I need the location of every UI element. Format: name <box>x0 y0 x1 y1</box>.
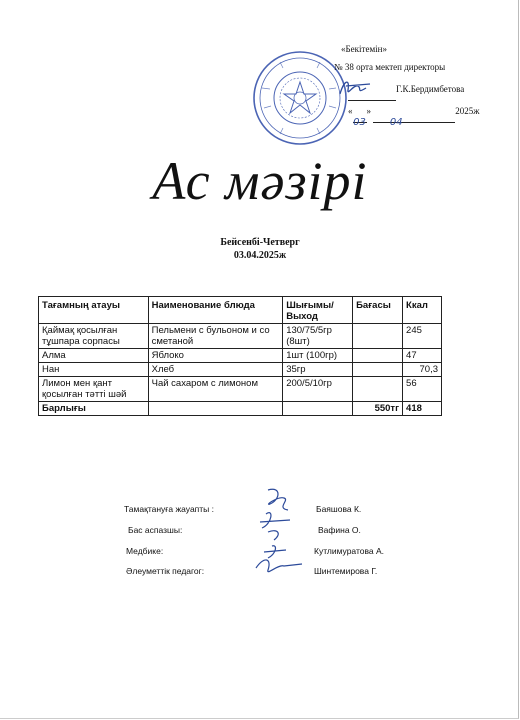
column-header: Тағамның атауы <box>39 297 149 324</box>
dish-price <box>353 377 403 402</box>
signature-name: Шинтемирова Г. <box>314 566 378 576</box>
dish-name-ru: Хлеб <box>148 363 283 377</box>
date-month: 04 <box>373 111 419 123</box>
table-row <box>39 324 442 349</box>
document-subtitle <box>0 236 520 262</box>
signature-role: Бас аспазшы: <box>128 525 183 535</box>
dish-price <box>353 324 403 349</box>
total-kcal: 418 <box>403 402 442 416</box>
date-blank <box>419 111 455 123</box>
total-label: Барлығы <box>39 402 149 416</box>
dish-price <box>353 363 403 377</box>
dish-kcal: 56 <box>403 377 442 402</box>
dish-kcal: 47 <box>403 349 442 363</box>
menu-table <box>38 296 442 416</box>
date-year: 2025ж <box>455 106 480 116</box>
dish-output: 200/5/10гр <box>283 377 353 402</box>
dish-name-ru: Пельмени с бульоном и со сметаной <box>148 324 283 349</box>
table-row <box>39 363 442 377</box>
table-header-row <box>39 297 442 324</box>
weekday-label: Бейсенбі-Четверг <box>220 237 300 248</box>
signature-role: Тамақтануға жауапты : <box>124 504 215 514</box>
dish-output: 1шт (100гр) <box>283 349 353 363</box>
date-mid: » <box>366 106 371 116</box>
date-prefix: « <box>348 106 353 116</box>
empty-cell <box>148 402 283 416</box>
table-row <box>39 349 442 363</box>
table-row <box>39 377 442 402</box>
signature-name: Кутлимуратова А. <box>314 546 385 556</box>
dish-name-kz: Алма <box>39 349 149 363</box>
document-date: 03.04.2025ж <box>233 250 287 261</box>
director-name: Г.К.Бердимбетова <box>396 84 465 94</box>
dish-kcal: 245 <box>403 324 442 349</box>
total-row <box>39 402 442 416</box>
total-price: 550тг <box>353 402 403 416</box>
signature-role: Әлеуметтік педагог: <box>126 566 205 576</box>
column-header: Шығымы/ Выход <box>283 297 353 324</box>
dish-name-kz: Қаймақ қосылған тұшпара сорпасы <box>39 324 149 349</box>
dish-kcal: 70,3 <box>403 363 442 377</box>
dish-name-kz: Нан <box>39 363 149 377</box>
dish-output: 130/75/5гр (8шт) <box>283 324 353 349</box>
empty-cell <box>283 402 353 416</box>
director-role: № 38 орта мектеп директоры <box>334 62 446 72</box>
director-signature-mark <box>336 74 376 100</box>
approval-date <box>348 100 480 128</box>
signature-role: Медбике: <box>126 546 164 556</box>
date-day: 03 <box>353 111 367 123</box>
signature-name: Баяшова К. <box>316 504 362 514</box>
column-header: Бағасы <box>353 297 403 324</box>
dish-price <box>353 349 403 363</box>
dish-name-ru: Чай сахаром с лимоном <box>148 377 283 402</box>
signature-name: Вафина О. <box>318 525 361 535</box>
dish-name-ru: Яблоко <box>148 349 283 363</box>
handwritten-signatures <box>238 484 308 584</box>
dish-output: 35гр <box>283 363 353 377</box>
signatures-block <box>0 500 520 600</box>
column-header: Ккал <box>403 297 442 324</box>
document-title: Ас мәзірі <box>152 151 368 211</box>
dish-name-kz: Лимон мен қант қосылған тәтті шәй <box>39 377 149 402</box>
approval-title: «Бекітемін» <box>341 44 387 54</box>
column-header: Наименование блюда <box>148 297 283 324</box>
